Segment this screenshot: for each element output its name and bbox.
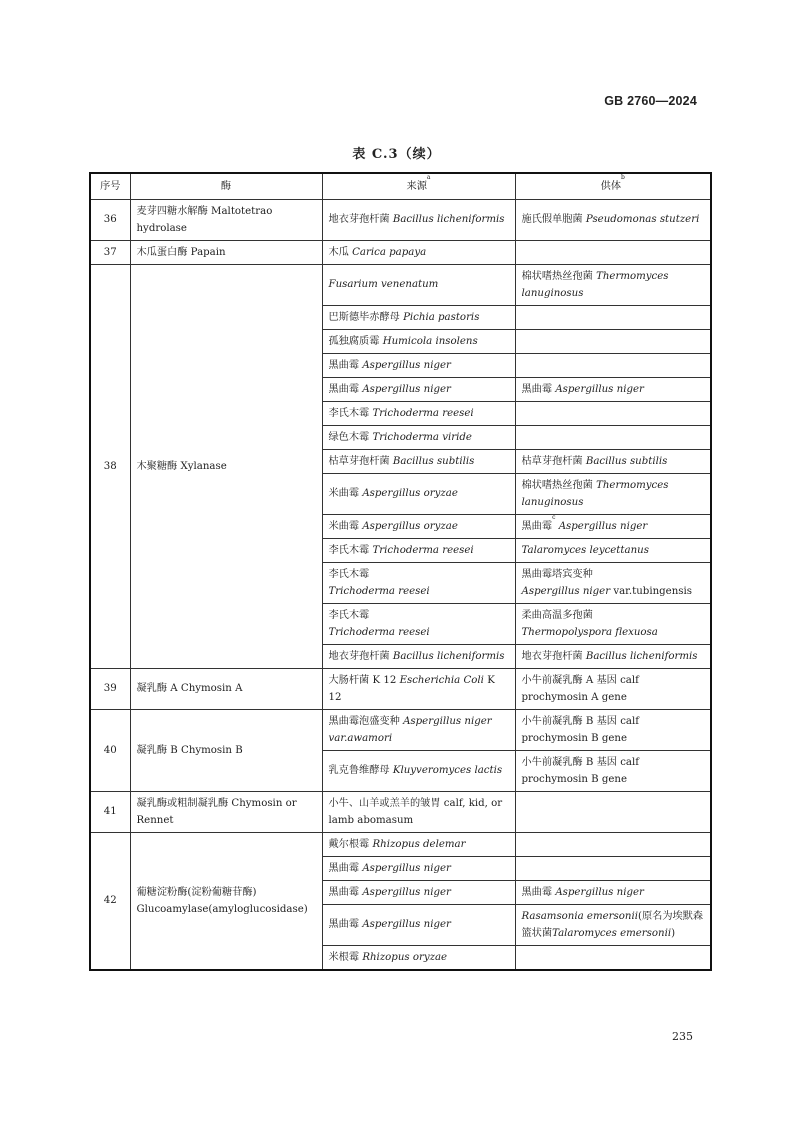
latin-name: Aspergillus niger var.awamori: [328, 715, 492, 744]
cell-donor: [515, 832, 711, 856]
cell-donor: [515, 305, 711, 329]
cell-source: [322, 329, 515, 353]
standard-number: GB 2760—2024: [604, 94, 697, 108]
cell-source: [322, 401, 515, 425]
cell-enzyme: 葡糖淀粉酶(淀粉葡糖苷酶) Glucoamylase(amyloglucosidase): [130, 832, 322, 970]
latin-name: Aspergillus oryzae: [362, 520, 458, 532]
latin-name: Talaromyces leycettanus: [521, 544, 649, 556]
table-caption: 表 C.3（续）: [352, 147, 441, 162]
cell-donor: [515, 750, 711, 791]
latin-name: Aspergillus niger: [362, 359, 451, 371]
cell-enzyme: 木瓜蛋白酶 Papain: [130, 240, 322, 264]
cell-no: 38: [90, 264, 130, 668]
cell-donor: [515, 264, 711, 305]
cell-donor: [515, 401, 711, 425]
cell-donor: [515, 709, 711, 750]
latin-name: Trichoderma reesei: [328, 626, 430, 638]
enzyme-table: [89, 172, 712, 971]
cell-source: [322, 240, 515, 264]
latin-name: Thermomyces lanuginosus: [521, 479, 669, 508]
latin-name: Thermomyces lanuginosus: [521, 270, 669, 299]
table-row: [90, 240, 711, 264]
latin-name: Trichoderma reesei: [328, 585, 430, 597]
cell-source: [322, 750, 515, 791]
latin-name: Aspergillus niger: [558, 520, 648, 532]
cell-donor: [515, 199, 711, 240]
table-header-row: [90, 173, 711, 199]
cell-donor: [515, 377, 711, 401]
latin-name: Trichoderma viride: [372, 431, 472, 443]
latin-name: Bacillus licheniformis: [392, 214, 505, 225]
latin-name: Aspergillus niger: [362, 862, 451, 874]
cn-name: 黑曲霉塔宾变种: [521, 568, 593, 580]
cn-name: 小牛前凝乳酶 A 基因 calf prochymosin A gene: [521, 674, 639, 703]
latin-name: Escherichia Coli: [399, 674, 484, 686]
cell-source: [322, 880, 515, 904]
cn-name: 米曲霉: [328, 488, 360, 499]
cell-no: 37: [90, 240, 130, 264]
latin-name: Aspergillus oryzae: [362, 488, 458, 499]
cell-no: 36: [90, 199, 130, 240]
cn-name: 小牛、山羊或羔羊的皱胃 calf, kid, or lamb abomasum: [328, 797, 503, 826]
cell-source: [322, 377, 515, 401]
latin-name: Thermopolyspora flexuosa: [521, 626, 658, 638]
cn-name: 地衣芽孢杆菌: [328, 650, 390, 662]
latin-name: Aspergillus niger: [555, 886, 644, 898]
cn-name: 枯草芽孢杆菌: [328, 455, 390, 467]
cell-source: [322, 305, 515, 329]
cell-donor: [515, 329, 711, 353]
cn-name: 施氏假单胞菌: [521, 214, 583, 225]
table-row: [90, 832, 711, 856]
cn-name: 绿色木霉: [328, 431, 370, 443]
cell-source: [322, 832, 515, 856]
cn-name: 戴尔根霉: [328, 838, 370, 850]
cell-donor: [515, 449, 711, 473]
cn-name: 李氏木霉: [328, 544, 370, 556]
cell-donor: [515, 945, 711, 970]
cell-source: [322, 473, 515, 514]
cn-name: 孤独腐质霉: [328, 335, 380, 347]
header-no: 序号: [90, 173, 130, 199]
cell-enzyme: 凝乳酶或粗制凝乳酶 Chymosin or Rennet: [130, 791, 322, 832]
cn-name: 地衣芽孢杆菌: [328, 214, 390, 225]
latin-name: Bacillus subtilis: [585, 455, 668, 467]
latin-name: Trichoderma reesei: [372, 407, 474, 419]
cell-source: [322, 791, 515, 832]
cn-name: 李氏木霉: [328, 568, 370, 580]
table-row: [90, 668, 711, 709]
cn-name: 大肠杆菌 K 12: [328, 674, 397, 686]
cell-donor: [515, 791, 711, 832]
latin-name: Aspergillus niger: [521, 585, 611, 597]
latin-name: Fusarium venenatum: [328, 279, 439, 290]
cell-source: [322, 668, 515, 709]
cell-donor: [515, 856, 711, 880]
cell-source: [322, 709, 515, 750]
latin-name: Bacillus licheniformis: [585, 650, 698, 662]
cell-source: [322, 514, 515, 538]
cn-name: 地衣芽孢杆菌: [521, 650, 583, 662]
cn-name: 黑曲霉: [328, 886, 360, 898]
latin-name: Kluyveromyces lactis: [392, 765, 503, 776]
cell-no: 40: [90, 709, 130, 791]
cell-donor: [515, 644, 711, 668]
cn-name: 黑曲霉: [521, 886, 553, 898]
cell-donor: [515, 425, 711, 449]
cell-donor: [515, 603, 711, 644]
cn-name: 巴斯德毕赤酵母: [328, 311, 400, 323]
latin-name: Pichia pastoris: [403, 311, 480, 323]
latin-name: Rasamsonia emersonii: [521, 910, 638, 922]
latin-name: Trichoderma reesei: [372, 544, 474, 556]
cn-name: 乳克鲁维酵母: [328, 765, 390, 776]
cell-donor: [515, 562, 711, 603]
cell-no: 42: [90, 832, 130, 970]
header-donor: 供体$^b$: [515, 173, 711, 199]
cell-source: [322, 904, 515, 945]
cn-name: 黑曲霉: [328, 359, 360, 371]
cell-donor: [515, 240, 711, 264]
cn-name: 黑曲霉泡盛变种: [328, 715, 400, 727]
latin-name: Pseudomonas stutzeri: [585, 214, 700, 225]
cell-source: [322, 644, 515, 668]
cn-name: 小牛前凝乳酶 B 基因 calf prochymosin B gene: [521, 756, 640, 785]
cell-no: 39: [90, 668, 130, 709]
cn-name: 棉状嗜热丝孢菌: [521, 479, 593, 491]
former-name-close: ): [671, 927, 676, 939]
header-enzyme: 酶: [130, 173, 322, 199]
cell-donor: [515, 904, 711, 945]
cell-enzyme: 凝乳酶 B Chymosin B: [130, 709, 322, 791]
page-number: 235: [672, 1030, 693, 1043]
cell-source: [322, 856, 515, 880]
latin-name: Aspergillus niger: [362, 886, 451, 898]
cn-name: 黑曲霉: [521, 520, 553, 532]
cell-enzyme: 麦芽四糖水解酶 Maltotetrao hydrolase: [130, 199, 322, 240]
latin-name: Aspergillus niger: [555, 383, 644, 395]
cn-name: 枯草芽孢杆菌: [521, 455, 583, 467]
cell-donor: [515, 353, 711, 377]
cn-name: 黑曲霉: [328, 383, 360, 395]
cn-name: 米曲霉: [328, 520, 360, 532]
cn-name: 黑曲霉: [328, 919, 360, 930]
cell-source: [322, 353, 515, 377]
cell-source: [322, 538, 515, 562]
table-row: [90, 709, 711, 750]
latin-name: Bacillus licheniformis: [392, 650, 505, 662]
cn-name: 棉状嗜热丝孢菌: [521, 270, 593, 282]
cell-source: [322, 945, 515, 970]
cn-name: 李氏木霉: [328, 609, 370, 621]
latin-name: Bacillus subtilis: [392, 455, 475, 467]
cn-name: 柔曲高温多孢菌: [521, 609, 593, 621]
cn-name: 小牛前凝乳酶 B 基因 calf prochymosin B gene: [521, 715, 640, 744]
cell-enzyme: 凝乳酶 A Chymosin A: [130, 668, 322, 709]
cell-donor: [515, 514, 711, 538]
latin-name: Aspergillus niger: [362, 383, 451, 395]
cell-source: [322, 264, 515, 305]
latin-name: Aspergillus niger: [362, 919, 451, 930]
cn-name: 李氏木霉: [328, 407, 370, 419]
cell-donor: [515, 880, 711, 904]
cell-source: [322, 199, 515, 240]
cell-source: [322, 603, 515, 644]
name-suffix: var.tubingensis: [613, 585, 692, 597]
cn-name: 木瓜: [328, 246, 349, 258]
table-row: [90, 791, 711, 832]
footnote-mark: c: [552, 513, 556, 521]
table-row: [90, 199, 711, 240]
cell-source: [322, 425, 515, 449]
cell-enzyme: 木聚糖酶 Xylanase: [130, 264, 322, 668]
table-row: [90, 264, 711, 305]
cn-name: 黑曲霉: [521, 383, 553, 395]
latin-name: Carica papaya: [352, 246, 427, 258]
header-source: 来源$^a$: [322, 173, 515, 199]
former-name-note: (原名为埃默森篮状菌: [521, 910, 704, 939]
cn-name: 黑曲霉: [328, 862, 360, 874]
cell-source: [322, 562, 515, 603]
cell-source: [322, 449, 515, 473]
cell-donor: [515, 538, 711, 562]
latin-name: Humicola insolens: [382, 335, 478, 347]
name-suffix: K 12: [328, 674, 495, 703]
latin-name: Rhizopus oryzae: [362, 951, 448, 963]
cell-donor: [515, 473, 711, 514]
latin-name: Talaromyces emersonii: [552, 927, 672, 939]
cell-donor: [515, 668, 711, 709]
cn-name: 米根霉: [328, 951, 360, 963]
cell-no: 41: [90, 791, 130, 832]
latin-name: Rhizopus delemar: [372, 838, 466, 850]
